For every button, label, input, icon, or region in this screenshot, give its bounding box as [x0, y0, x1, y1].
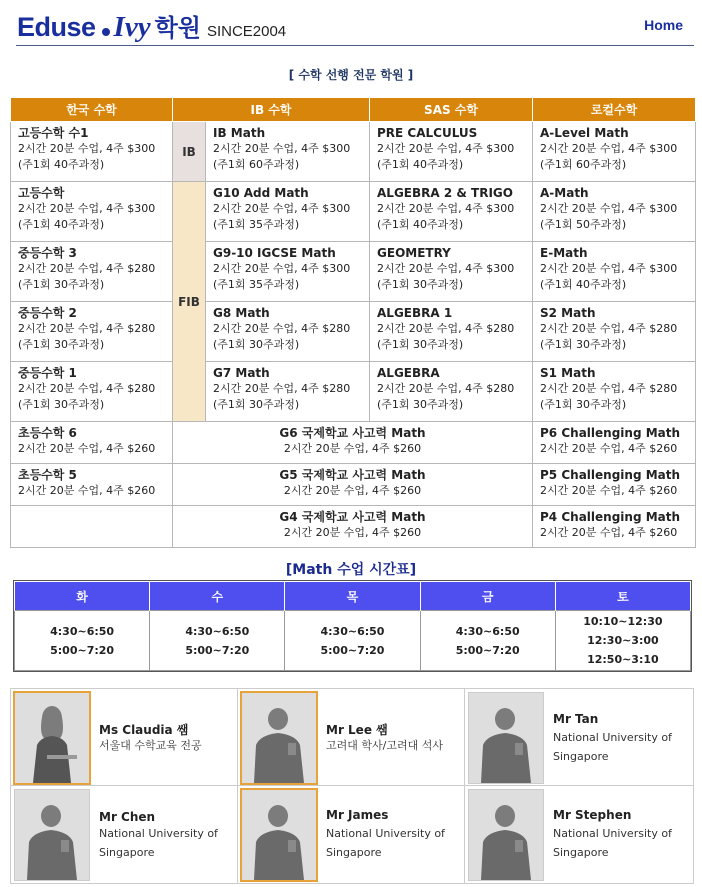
- course-duration: (주1회 60주과정): [213, 158, 300, 171]
- course-duration: (주1회 40주과정): [540, 278, 627, 291]
- schedule-title: [Math 수업 시간표]: [285, 562, 417, 578]
- course-cell[interactable]: [173, 506, 533, 548]
- course-info: 2시간 20분 수업, 4주 $300: [213, 142, 351, 155]
- time-cell: [285, 611, 420, 671]
- course-cell[interactable]: [533, 362, 696, 422]
- course-info: 2시간 20분 수업, 4주 $300: [18, 202, 156, 215]
- course-title: 고등수학: [18, 186, 65, 200]
- course-info: 2시간 20분 수업, 4주 $280: [377, 382, 515, 395]
- empty-cell: [11, 506, 173, 548]
- course-cell[interactable]: [533, 464, 696, 506]
- course-duration: (주1회 30주과정): [213, 398, 300, 411]
- teacher-name: Mr James: [326, 808, 389, 822]
- time-slot: 4:30~6:50: [320, 624, 385, 638]
- fib-label: FIB: [173, 182, 206, 422]
- time-cell: [420, 611, 555, 671]
- course-title: G9-10 IGCSE Math: [213, 246, 336, 260]
- man-silhouette-icon: [469, 790, 543, 880]
- course-table: [10, 97, 696, 548]
- course-duration: (주1회 40주과정): [18, 218, 105, 231]
- teacher-photo-male: [240, 788, 318, 882]
- course-info: 2시간 20분 수업, 4주 $260: [283, 484, 422, 497]
- course-section-title: [ 수학 선행 전문 학원 ]: [288, 68, 414, 82]
- course-duration: (주1회 30주과정): [18, 338, 105, 351]
- course-cell[interactable]: [206, 122, 370, 182]
- time-slot: 12:30~3:00: [587, 634, 659, 647]
- time-slot: 12:50~3:10: [587, 653, 659, 666]
- course-cell[interactable]: [173, 464, 533, 506]
- col-header-ib: IB 수학: [173, 98, 370, 122]
- header-divider: [16, 45, 694, 46]
- table-row: [11, 464, 696, 506]
- course-info: 2시간 20분 수업, 4주 $260: [283, 442, 422, 455]
- logo-ivy: Ivy: [113, 11, 151, 43]
- site-logo[interactable]: [17, 8, 287, 43]
- course-info: 2시간 20분 수업, 4주 $300: [377, 142, 515, 155]
- course-duration: (주1회 30주과정): [540, 338, 627, 351]
- course-cell[interactable]: [173, 422, 533, 464]
- course-title: GEOMETRY: [377, 246, 451, 260]
- teachers-grid: [10, 688, 694, 884]
- course-title: 중등수학 1: [18, 366, 77, 380]
- course-title: G7 Math: [213, 366, 270, 380]
- course-info: 2시간 20분 수업, 4주 $280: [18, 262, 156, 275]
- teacher-card[interactable]: [11, 786, 237, 882]
- course-info: 2시간 20분 수업, 4주 $300: [377, 262, 515, 275]
- teacher-photo-female: [13, 691, 91, 785]
- table-row: [11, 302, 696, 362]
- course-info: 2시간 20분 수업, 4주 $280: [18, 322, 156, 335]
- day-header: 금: [420, 582, 555, 611]
- course-duration: (주1회 40주과정): [377, 218, 464, 231]
- table-row: [11, 122, 696, 182]
- day-header: 화: [15, 582, 150, 611]
- course-info: 2시간 20분 수업, 4주 $300: [18, 142, 156, 155]
- table-row: [11, 422, 696, 464]
- teacher-description: National University of Singapore: [326, 827, 445, 859]
- course-duration: (주1회 30주과정): [377, 278, 464, 291]
- course-title: A-Math: [540, 186, 589, 200]
- course-cell[interactable]: [11, 302, 173, 362]
- course-cell[interactable]: [206, 302, 370, 362]
- course-info: 2시간 20분 수업, 4주 $300: [540, 262, 678, 275]
- course-info: 2시간 20분 수업, 4주 $260: [540, 526, 678, 539]
- teacher-card[interactable]: [11, 689, 237, 785]
- table-row: [11, 362, 696, 422]
- course-info: 2시간 20분 수업, 4주 $300: [540, 202, 678, 215]
- man-silhouette-icon: [242, 790, 316, 880]
- table-row: [11, 182, 696, 242]
- course-info: 2시간 20분 수업, 4주 $280: [540, 382, 678, 395]
- teacher-photo-male: [240, 691, 318, 785]
- time-cell: [15, 611, 150, 671]
- table-row: [11, 242, 696, 302]
- time-cell: [555, 611, 690, 671]
- course-info: 2시간 20분 수업, 4주 $260: [540, 484, 678, 497]
- teacher-photo-male: [468, 692, 544, 784]
- course-duration: (주1회 35주과정): [213, 278, 300, 291]
- course-title: G4 국제학교 사고력 Math: [279, 510, 426, 524]
- schedule-header-row: [15, 582, 691, 611]
- course-cell[interactable]: [370, 122, 533, 182]
- course-duration: (주1회 30주과정): [377, 398, 464, 411]
- teacher-name: Mr Chen: [99, 810, 156, 824]
- teacher-description: 고려대 학사/고려대 석사: [326, 739, 443, 752]
- course-title: 초등수학 5: [18, 468, 77, 482]
- course-cell[interactable]: [11, 422, 173, 464]
- course-cell[interactable]: [533, 422, 696, 464]
- logo-since: SINCE2004: [206, 23, 287, 40]
- day-header: 수: [150, 582, 285, 611]
- course-title: G8 Math: [213, 306, 270, 320]
- course-info: 2시간 20분 수업, 4주 $300: [540, 142, 678, 155]
- time-slot: 5:00~7:20: [185, 643, 250, 657]
- course-cell[interactable]: [11, 122, 173, 182]
- course-info: 2시간 20분 수업, 4주 $280: [213, 322, 351, 335]
- course-cell[interactable]: [370, 302, 533, 362]
- teacher-name: Mr Lee 쌤: [326, 723, 388, 737]
- course-info: 2시간 20분 수업, 4주 $280: [540, 322, 678, 335]
- teacher-photo-male: [468, 789, 544, 881]
- time-slot: 4:30~6:50: [455, 624, 520, 638]
- course-table-header: [11, 98, 696, 122]
- teacher-card[interactable]: [465, 786, 691, 882]
- teacher-name: Mr Tan: [553, 712, 599, 726]
- logo-dot-icon: [102, 28, 110, 36]
- course-cell[interactable]: [11, 182, 173, 242]
- day-header: 목: [285, 582, 420, 611]
- teacher-card[interactable]: [465, 689, 691, 785]
- course-title: PRE CALCULUS: [377, 126, 478, 140]
- course-info: 2시간 20분 수업, 4주 $300: [213, 202, 351, 215]
- logo-eduse: Eduse: [17, 12, 96, 42]
- course-title: G5 국제학교 사고력 Math: [279, 468, 426, 482]
- course-duration: (주1회 40주과정): [18, 158, 105, 171]
- table-row: [11, 506, 696, 548]
- course-duration: (주1회 40주과정): [377, 158, 464, 171]
- day-header: 토: [555, 582, 690, 611]
- time-slot: 10:10~12:30: [583, 615, 663, 628]
- course-cell[interactable]: [533, 506, 696, 548]
- course-title: ALGEBRA: [377, 366, 440, 380]
- course-duration: (주1회 30주과정): [540, 398, 627, 411]
- course-title: 초등수학 6: [18, 426, 77, 440]
- teacher-description: National University of Singapore: [553, 827, 672, 859]
- teacher-description: 서울대 수학교육 전공: [99, 739, 202, 752]
- col-header-sas: SAS 수학: [370, 98, 533, 122]
- teacher-name: Mr Stephen: [553, 808, 632, 822]
- course-title: S1 Math: [540, 366, 596, 380]
- teacher-name: Ms Claudia 쌤: [99, 723, 189, 737]
- teacher-photo-male: [14, 789, 90, 881]
- time-slot: 5:00~7:20: [320, 643, 385, 657]
- course-cell[interactable]: [206, 242, 370, 302]
- course-cell[interactable]: [206, 182, 370, 242]
- course-title: A-Level Math: [540, 126, 629, 140]
- course-info: 2시간 20분 수업, 4주 $260: [283, 526, 422, 539]
- course-info: 2시간 20분 수업, 4주 $260: [18, 484, 156, 497]
- teacher-description: National University of Singapore: [99, 827, 218, 859]
- course-title: S2 Math: [540, 306, 596, 320]
- ib-label: IB: [173, 122, 206, 182]
- course-cell[interactable]: [11, 242, 173, 302]
- course-title: E-Math: [540, 246, 588, 260]
- woman-silhouette-icon: [15, 693, 89, 783]
- course-duration: (주1회 35주과정): [213, 218, 300, 231]
- time-slot: 5:00~7:20: [50, 643, 115, 657]
- course-info: 2시간 20분 수업, 4주 $260: [18, 442, 156, 455]
- course-cell[interactable]: [11, 464, 173, 506]
- man-silhouette-icon: [242, 693, 316, 783]
- course-cell[interactable]: [533, 182, 696, 242]
- course-title: G6 국제학교 사고력 Math: [279, 426, 426, 440]
- time-cell: [150, 611, 285, 671]
- course-cell[interactable]: [533, 302, 696, 362]
- time-slot: 4:30~6:50: [185, 624, 250, 638]
- course-duration: (주1회 30주과정): [18, 398, 105, 411]
- col-header-local: 로컬수학: [533, 98, 696, 122]
- course-cell[interactable]: [370, 242, 533, 302]
- course-info: 2시간 20분 수업, 4주 $280: [18, 382, 156, 395]
- course-cell[interactable]: [11, 362, 173, 422]
- man-silhouette-icon: [15, 790, 89, 880]
- course-title: G10 Add Math: [213, 186, 309, 200]
- time-slot: 4:30~6:50: [50, 624, 115, 638]
- course-title: 중등수학 2: [18, 306, 77, 320]
- course-info: 2시간 20분 수업, 4주 $300: [213, 262, 351, 275]
- course-title: 중등수학 3: [18, 246, 77, 260]
- course-duration: (주1회 30주과정): [213, 338, 300, 351]
- course-title: P4 Challenging Math: [540, 510, 681, 524]
- course-duration: (주1회 50주과정): [540, 218, 627, 231]
- course-duration: (주1회 30주과정): [377, 338, 464, 351]
- course-cell[interactable]: [533, 242, 696, 302]
- schedule-table: [14, 581, 691, 671]
- course-title: P6 Challenging Math: [540, 426, 681, 440]
- course-cell[interactable]: [370, 182, 533, 242]
- teacher-card[interactable]: [238, 786, 464, 882]
- course-title: P5 Challenging Math: [540, 468, 681, 482]
- course-info: 2시간 20분 수업, 4주 $280: [377, 322, 515, 335]
- course-duration: (주1회 30주과정): [18, 278, 105, 291]
- course-cell[interactable]: [206, 362, 370, 422]
- col-header-korean: 한국 수학: [11, 98, 173, 122]
- time-slot: 5:00~7:20: [455, 643, 520, 657]
- course-info: 2시간 20분 수업, 4주 $260: [540, 442, 678, 455]
- course-duration: (주1회 60주과정): [540, 158, 627, 171]
- course-info: 2시간 20분 수업, 4주 $300: [377, 202, 515, 215]
- site-header: [0, 0, 702, 48]
- course-info: 2시간 20분 수업, 4주 $280: [213, 382, 351, 395]
- course-title: IB Math: [213, 126, 266, 140]
- teacher-description: National University of Singapore: [553, 731, 672, 763]
- schedule-times-row: [15, 611, 691, 671]
- logo-academy: 학원: [154, 14, 201, 42]
- course-title: 고등수학 수1: [18, 126, 89, 140]
- course-cell[interactable]: [533, 122, 696, 182]
- course-title: ALGEBRA 2 & TRIGO: [377, 186, 513, 200]
- course-cell[interactable]: [370, 362, 533, 422]
- home-link[interactable]: Home: [644, 17, 683, 33]
- teacher-card[interactable]: [238, 689, 464, 785]
- course-title: ALGEBRA 1: [377, 306, 453, 320]
- man-silhouette-icon: [469, 693, 543, 783]
